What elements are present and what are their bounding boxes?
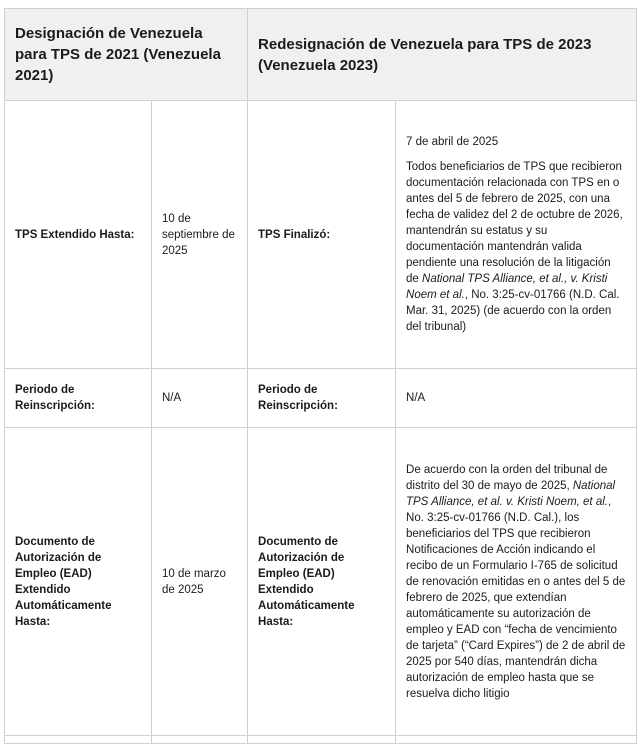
tps-ended-text-b: , No. 3:25-cv-01766 (N.D. Cal. Mar. 31, 2025) (de acuerdo con la orden del tribunal) [406, 289, 620, 333]
table-row-reregistration [5, 369, 637, 428]
value-reregistration-2021: N/A [152, 369, 248, 428]
tps-ended-explanation [406, 159, 626, 335]
ead-case-name: National TPS Alliance, et al. v. Kristi Noem, et al. [406, 479, 616, 508]
detail-tps-ended-2023 [396, 101, 637, 369]
label-tps-extended-2021: TPS Extendido Hasta: [5, 101, 152, 369]
label-tps-ended-2023: TPS Finalizó: [248, 101, 396, 369]
table-header-row [5, 9, 637, 101]
header-venezuela-2021: Designación de Venezuela para TPS de 2021 (Venezuela 2021) [5, 9, 248, 101]
partial-cell [248, 736, 396, 744]
value-reregistration-2023: N/A [396, 369, 637, 428]
ead-text-b: , No. 3:25-cv-01766 (N.D. Cal.), los beneficiarios del TPS que recibieron Notificaciones de Acción indicando el recibo de un Formulario I-765 de solicitud de renovación emitidas en o antes del 5 de febrero de 2025, que extendían automáticamente su autorización de empleo y EAD con “fecha de vencimiento de tarjeta” (“Card Expires”) de 2 de abril de 2025 por 540 días, mantendrán dicha autorización de empleo hasta que se resuelva dicho litigio [406, 495, 626, 700]
table-row-partial [5, 736, 637, 744]
value-tps-extended-2021: 10 de septiembre de 2025 [152, 101, 248, 369]
tps-ended-text-a: Todos beneficiarios de TPS que recibieron documentación relacionada con TPS en o antes del 5 de febrero de 2025, con una fecha de validez del 2 de octubre de 2026, mantendrán su estatus y su documentación mantendrán valida pendiente una resolución de la litigación de [406, 161, 623, 285]
value-ead-2021: 10 de marzo de 2025 [152, 428, 248, 736]
label-ead-2021: Documento de Autorización de Empleo (EAD) Extendido Automáticamente Hasta: [5, 428, 152, 736]
partial-cell [152, 736, 248, 744]
tps-ended-case-name: National TPS Alliance, et al., v. Kristi Noem et al. [406, 273, 608, 301]
ead-explanation [406, 462, 626, 702]
partial-cell [5, 736, 152, 744]
table-row-ead [5, 428, 637, 736]
partial-cell [396, 736, 637, 744]
table-row-extended [5, 101, 637, 369]
header-venezuela-2023: Redesignación de Venezuela para TPS de 2023 (Venezuela 2023) [248, 9, 637, 101]
tps-ended-date: 7 de abril de 2025 [406, 136, 499, 148]
label-reregistration-2023: Periodo de Reinscripción: [248, 369, 396, 428]
tps-table [4, 8, 637, 744]
label-reregistration-2021: Periodo de Reinscripción: [5, 369, 152, 428]
detail-ead-2023 [396, 428, 637, 736]
ead-text-a: De acuerdo con la orden del tribunal de distrito del 30 de mayo de 2025, [406, 463, 608, 492]
label-ead-2023: Documento de Autorización de Empleo (EAD) Extendido Automáticamente Hasta: [248, 428, 396, 736]
